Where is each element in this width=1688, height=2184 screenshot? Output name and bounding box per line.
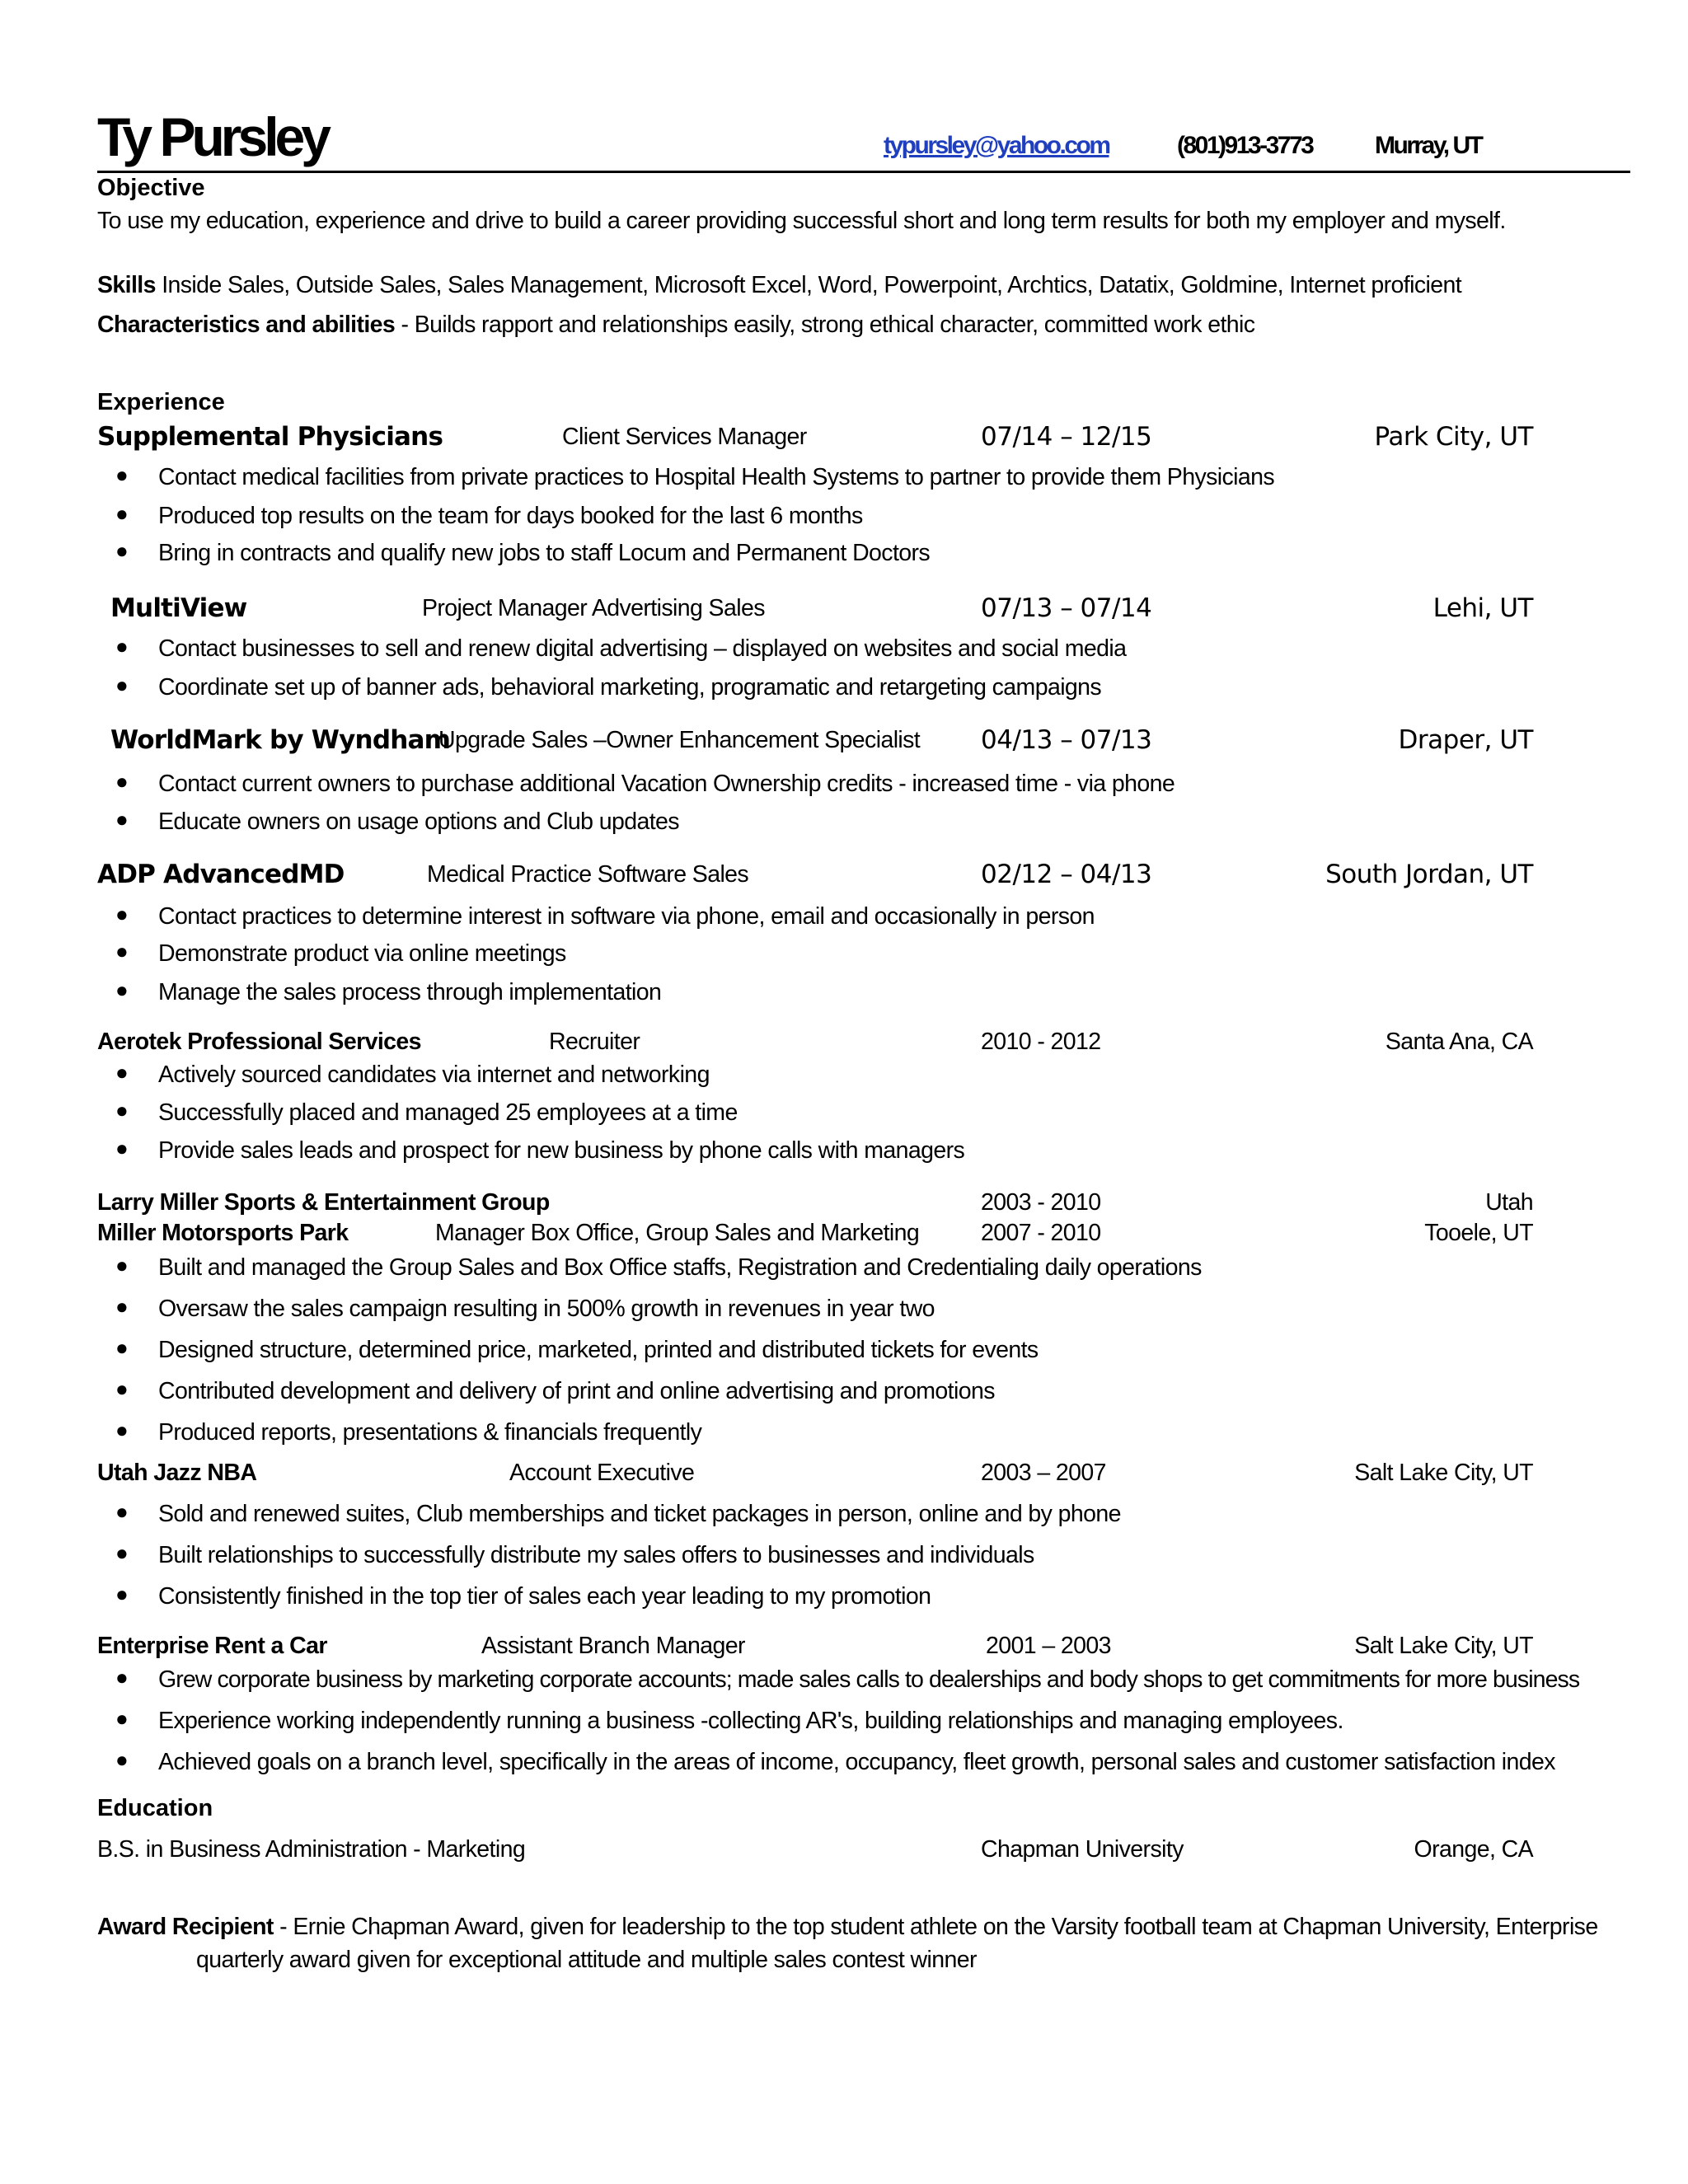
award-label: Award Recipient — [97, 1914, 274, 1940]
list-item: ● Consistently finished in the top tier of sales each year leading to my promotion — [115, 1582, 931, 1610]
characteristics-text: - Builds rapport and relationships easily, strong ethical character, committed work ethic — [401, 312, 1255, 338]
list-item: ● Produced top results on the team for days booked for the last 6 months — [115, 501, 863, 529]
objective-heading: Objective — [97, 175, 205, 201]
job-company: Utah Jazz NBA — [97, 1460, 257, 1486]
list-item: ● Oversaw the sales campaign resulting in 500% growth in revenues in year two — [115, 1294, 935, 1322]
job-company: Aerotek Professional Services — [97, 1029, 421, 1055]
job-title: Client Services Manager — [562, 424, 807, 450]
job-company: MultiView — [110, 593, 247, 623]
list-item: ● Manage the sales process through implementation — [115, 977, 662, 1005]
job-title: Recruiter — [549, 1029, 640, 1055]
skills-label: Skills — [97, 272, 156, 298]
job-title: Assistant Branch Manager — [481, 1633, 745, 1659]
list-item: ● Contact current owners to purchase additional Vacation Ownership credits - increased time - via phone — [115, 769, 1175, 797]
job-title: Project Manager Advertising Sales — [422, 595, 765, 621]
award-text-1: - Ernie Chapman Award, given for leadership to the top student athlete on the Varsity football team at Chapman University, Enterprise — [279, 1914, 1598, 1940]
job-company: Supplemental Physicians — [97, 422, 443, 452]
bullet-icon: ● — [115, 1540, 129, 1565]
bullet-icon: ● — [115, 939, 129, 963]
bullet-icon: ● — [115, 1747, 129, 1772]
list-item: ● Contact businesses to sell and renew digital advertising – displayed on websites and social media — [115, 634, 1127, 662]
bullet-icon: ● — [115, 977, 129, 1002]
job-dates: 2010 - 2012 — [981, 1029, 1101, 1055]
job-company: Enterprise Rent a Car — [97, 1633, 327, 1659]
objective-text: To use my education, experience and drive to build a career providing successful short and long term results for both my employer and myself. — [97, 208, 1506, 234]
job-location: Park City, UT — [1374, 422, 1533, 452]
bullet-icon: ● — [115, 1418, 129, 1442]
education-heading: Education — [97, 1795, 213, 1821]
characteristics-label: Characteristics and abilities — [97, 312, 396, 338]
bullet-icon: ● — [115, 769, 129, 794]
list-item: ● Achieved goals on a branch level, specifically in the areas of income, occupancy, fleet growth, personal sales and customer satisfaction index — [115, 1747, 1555, 1775]
bullet-icon: ● — [115, 1499, 129, 1524]
job-dates: 2001 – 2003 — [986, 1633, 1111, 1659]
job-company: WorldMark by Wyndham — [110, 725, 451, 755]
bullet-icon: ● — [115, 1376, 129, 1401]
award-line-2: quarterly award given for exceptional attitude and multiple sales contest winner — [196, 1947, 977, 1973]
header-location: Murray, UT — [1375, 132, 1482, 159]
bullet-icon: ● — [115, 1582, 129, 1606]
bullet-icon: ● — [115, 673, 129, 697]
job-location: Salt Lake City, UT — [1354, 1460, 1533, 1486]
list-item: ● Designed structure, determined price, marketed, printed and distributed tickets for events — [115, 1335, 1039, 1363]
list-item: ● Educate owners on usage options and Club updates — [115, 807, 679, 835]
list-item: ● Built relationships to successfully distribute my sales offers to businesses and individuals — [115, 1540, 1034, 1568]
characteristics-line — [97, 312, 1254, 339]
bullet-icon: ● — [115, 1060, 129, 1085]
job-dates: 2003 - 2010 — [981, 1189, 1101, 1216]
header-divider — [97, 171, 1630, 173]
list-item: ● Produced reports, presentations & financials frequently — [115, 1418, 702, 1446]
list-item: ● Contributed development and delivery of print and online advertising and promotions — [115, 1376, 995, 1404]
bullet-icon: ● — [115, 501, 129, 526]
job-location: Santa Ana, CA — [1385, 1029, 1533, 1055]
list-item: ● Built and managed the Group Sales and Box Office staffs, Registration and Credentialing daily operations — [115, 1253, 1202, 1281]
job-location: South Jordan, UT — [1325, 860, 1533, 889]
list-item: ● Successfully placed and managed 25 employees at a time — [115, 1098, 738, 1126]
job-location: Utah — [1485, 1189, 1533, 1216]
list-item: ● Sold and renewed suites, Club memberships and ticket packages in person, online and by phone — [115, 1499, 1121, 1527]
job-company: Larry Miller Sports & Entertainment Group — [97, 1189, 550, 1216]
list-item: ● Experience working independently running a business -collecting AR's, building relationships and managing employees. — [115, 1706, 1343, 1734]
job-dates: 2003 – 2007 — [981, 1460, 1106, 1486]
bullet-icon: ● — [115, 1665, 128, 1690]
bullet-icon: ● — [115, 807, 129, 832]
bullet-icon: ● — [115, 634, 129, 658]
job-dates: 07/14 – 12/15 — [981, 422, 1152, 452]
bullet-icon: ● — [115, 1098, 129, 1122]
skills-text: Inside Sales, Outside Sales, Sales Management, Microsoft Excel, Word, Powerpoint, Archtics, Datatix, Goldmine, Internet proficient — [162, 272, 1462, 298]
education-school: Chapman University — [981, 1836, 1184, 1863]
list-item: ● Grew corporate business by marketing corporate accounts; made sales calls to dealerships and body shops to get commitments for more business — [115, 1665, 1580, 1693]
bullet-icon: ● — [115, 462, 129, 487]
job-title: Medical Practice Software Sales — [427, 861, 749, 888]
sub-title: Manager Box Office, Group Sales and Marketing — [435, 1220, 920, 1246]
phone-number: (801)913-3773 — [1177, 132, 1313, 159]
award-line-1 — [97, 1914, 1598, 1941]
bullet-icon: ● — [115, 902, 129, 926]
list-item: ● Actively sourced candidates via internet and networking — [115, 1060, 710, 1088]
bullet-icon: ● — [115, 538, 129, 563]
job-dates: 02/12 – 04/13 — [981, 860, 1152, 889]
sub-dates: 2007 - 2010 — [981, 1220, 1101, 1246]
sub-location: Tooele, UT — [1424, 1220, 1533, 1246]
list-item: ● Coordinate set up of banner ads, behavioral marketing, programatic and retargeting campaigns — [115, 673, 1102, 701]
bullet-icon: ● — [115, 1706, 129, 1731]
education-degree: B.S. in Business Administration - Marketing — [97, 1836, 526, 1863]
job-title: Upgrade Sales –Owner Enhancement Specialist — [438, 727, 921, 753]
bullet-icon: ● — [115, 1253, 129, 1277]
skills-line — [97, 272, 1461, 299]
experience-heading: Experience — [97, 389, 225, 415]
email-link[interactable]: typursley@yahoo.com — [884, 132, 1109, 159]
bullet-icon: ● — [115, 1294, 129, 1319]
bullet-icon: ● — [115, 1335, 129, 1360]
list-item: ● Demonstrate product via online meetings — [115, 939, 566, 967]
bullet-icon: ● — [115, 1136, 129, 1160]
job-location: Lehi, UT — [1432, 593, 1533, 623]
job-company: ADP AdvancedMD — [97, 860, 345, 889]
job-title: Account Executive — [509, 1460, 695, 1486]
list-item: ● Contact practices to determine interest in software via phone, email and occasionally in person — [115, 902, 1095, 930]
list-item: ● Bring in contracts and qualify new jobs to staff Locum and Permanent Doctors — [115, 538, 931, 566]
list-item: ● Provide sales leads and prospect for new business by phone calls with managers — [115, 1136, 965, 1164]
sub-company: Miller Motorsports Park — [97, 1220, 349, 1246]
job-location: Draper, UT — [1398, 725, 1533, 755]
list-item: ● Contact medical facilities from private practices to Hospital Health Systems to partner to provide them Physicians — [115, 462, 1275, 490]
job-dates: 04/13 – 07/13 — [981, 725, 1152, 755]
job-dates: 07/13 – 07/14 — [981, 593, 1152, 623]
education-location: Orange, CA — [1414, 1836, 1533, 1863]
candidate-name: Ty Pursley — [97, 106, 327, 167]
job-location: Salt Lake City, UT — [1354, 1633, 1533, 1659]
